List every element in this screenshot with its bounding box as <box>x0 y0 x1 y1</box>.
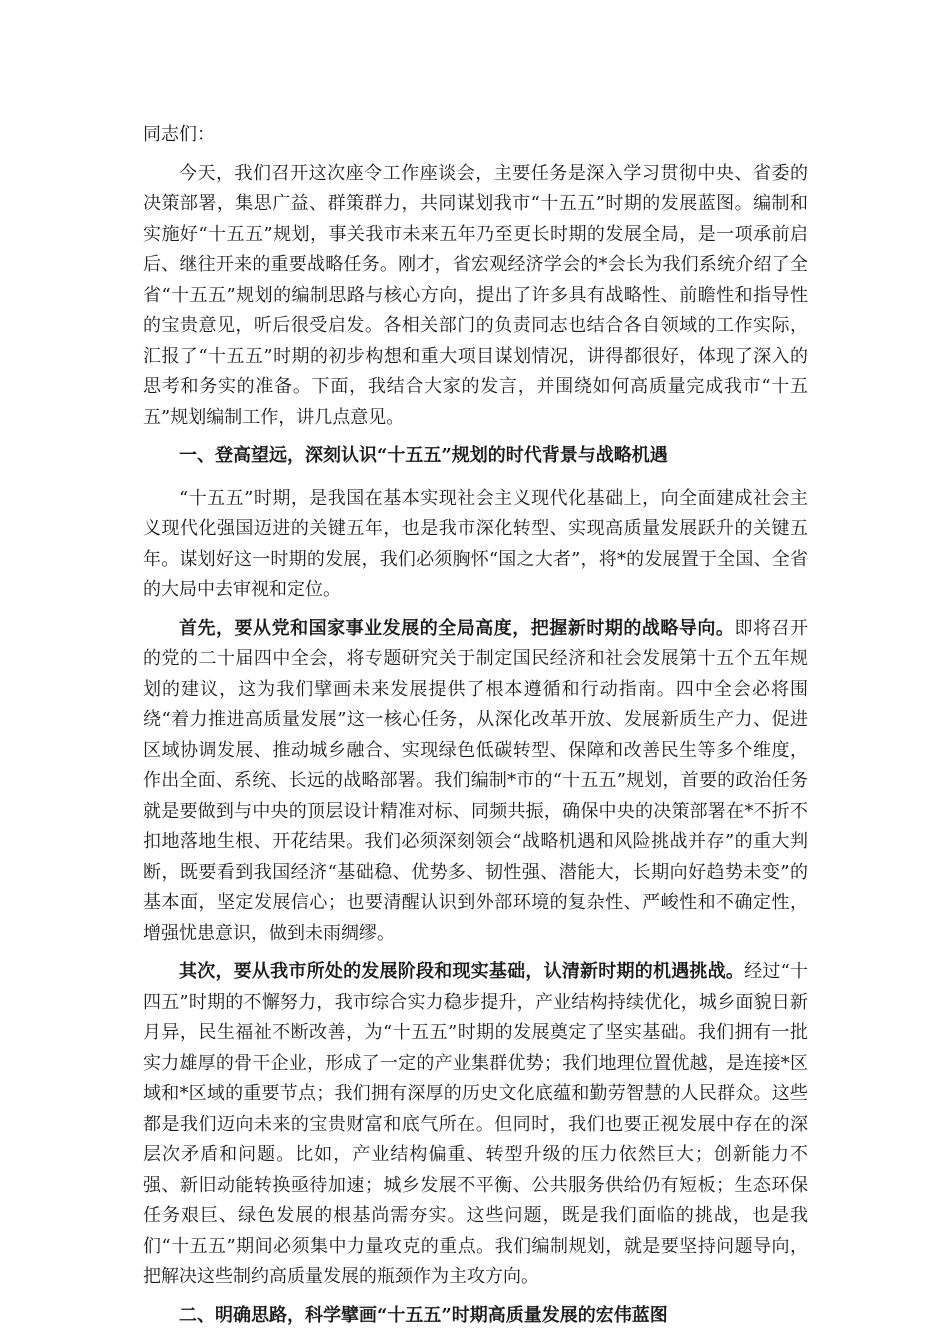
point-1-body: 即将召开的党的二十届四中全会，将专题研究关于制定国民经济和社会发展第十五个五年规划的建议，这为我们擘画未来发展提供了根本遵循和行动指南。四中全会必将围绕“着力推进高质量发展”这一核心任务，从深化改革开放、发展新质生产力、促进区域协调发展、推动城乡融合、实现绿色低碳转型、保障和改善民生等多个维度，作出全面、系统、长远的战略部署。我们编制*市的“十五五”规划，首要的政治任务就是要做到与中央的顶层设计精准对标、同频共振，确保中央的决策部署在*不折不扣地落地生根、开花结果。我们必须深刻领会“战略机遇和风险挑战并存”的重大判断，既要看到我国经济“基础稳、优势多、韧性强、潜能大，长期向好趋势未变”的基本面，坚定发展信心；也要清醒认识到外部环境的复杂性、严峻性和不确定性，增强忧患意识，做到未雨绸缪。 <box>143 617 808 944</box>
section-2-heading: 二、明确思路，科学擘画“十五五”时期高质量发展的宏伟蓝图 <box>179 1304 668 1326</box>
point-1-lead: 首先，要从党和国家事业发展的全局高度，把握新时期的战略导向。 <box>179 617 735 639</box>
point-1-paragraph <box>143 614 808 950</box>
point-2-paragraph <box>143 957 808 1293</box>
intro-paragraph: 今天，我们召开这次座令工作座谈会，主要任务是深入学习贯彻中央、省委的决策部署，集思广益、群策群力，共同谋划我市“十五五”时期的发展蓝图。编制和实施好“十五五”规划，事关我市未来五年乃至更长时期的发展全局，是一项承前启后、继往开来的重要战略任务。刚才，省宏观经济学会的*会长为我们系统介绍了全省“十五五”规划的编制思路与核心方向，提出了许多具有战略性、前瞻性和指导性的宝贵意见，听后很受启发。各相关部门的负责同志也结合各自领域的工作实际，汇报了“十五五”时期的初步构想和重大项目谋划情况，讲得都很好，体现了深入的思考和务实的准备。下面，我结合大家的发言，并围绕如何高质量完成我市“十五五”规划编制工作，讲几点意见。 <box>143 162 808 428</box>
section-1-intro-paragraph: “十五五”时期，是我国在基本实现社会主义现代化基础上，向全面建成社会主义现代化强国迈进的关键五年，也是我市深化转型、实现高质量发展跃升的关键五年。谋划好这一时期的发展，我们必须胸怀“国之大者”，将*的发展置于全国、全省的大局中去审视和定位。 <box>143 487 808 600</box>
section-1-heading: 一、登高望远，深刻认识“十五五”规划的时代背景与战略机遇 <box>179 445 668 466</box>
salutation: 同志们： <box>143 124 215 145</box>
point-2-lead: 其次，要从我市所处的发展阶段和现实基础，认清新时期的机遇挑战。 <box>179 961 745 982</box>
document-body <box>143 120 808 1343</box>
point-2-body: 经过“十四五”时期的不懈努力，我市综合实力稳步提升，产业结构持续优化，城乡面貌日新月异，民生福祉不断改善，为“十五五”时期的发展奠定了坚实基础。我们拥有一批实力雄厚的骨干企业，形成了一定的产业集群优势；我们地理位置优越，是连接*区域和*区域的重要节点；我们拥有深厚的历史文化底蕴和勤劳智慧的人民群众。这些都是我们迈向未来的宝贵财富和底气所在。但同时，我们也要正视发展中存在的深层次矛盾和问题。比如，产业结构偏重、转型升级的压力依然巨大；创新能力不强、新旧动能转换亟待加速；城乡发展不平衡、公共服务供给仍有短板；生态环保任务艰巨、绿色发展的根基尚需夯实。这些问题，既是我们面临的挑战，也是我们“十五五”期间必须集中力量攻克的重点。我们编制规划，就是要坚持问题导向，把解决这些制约高质量发展的瓶颈作为主攻方向。 <box>143 961 808 1287</box>
